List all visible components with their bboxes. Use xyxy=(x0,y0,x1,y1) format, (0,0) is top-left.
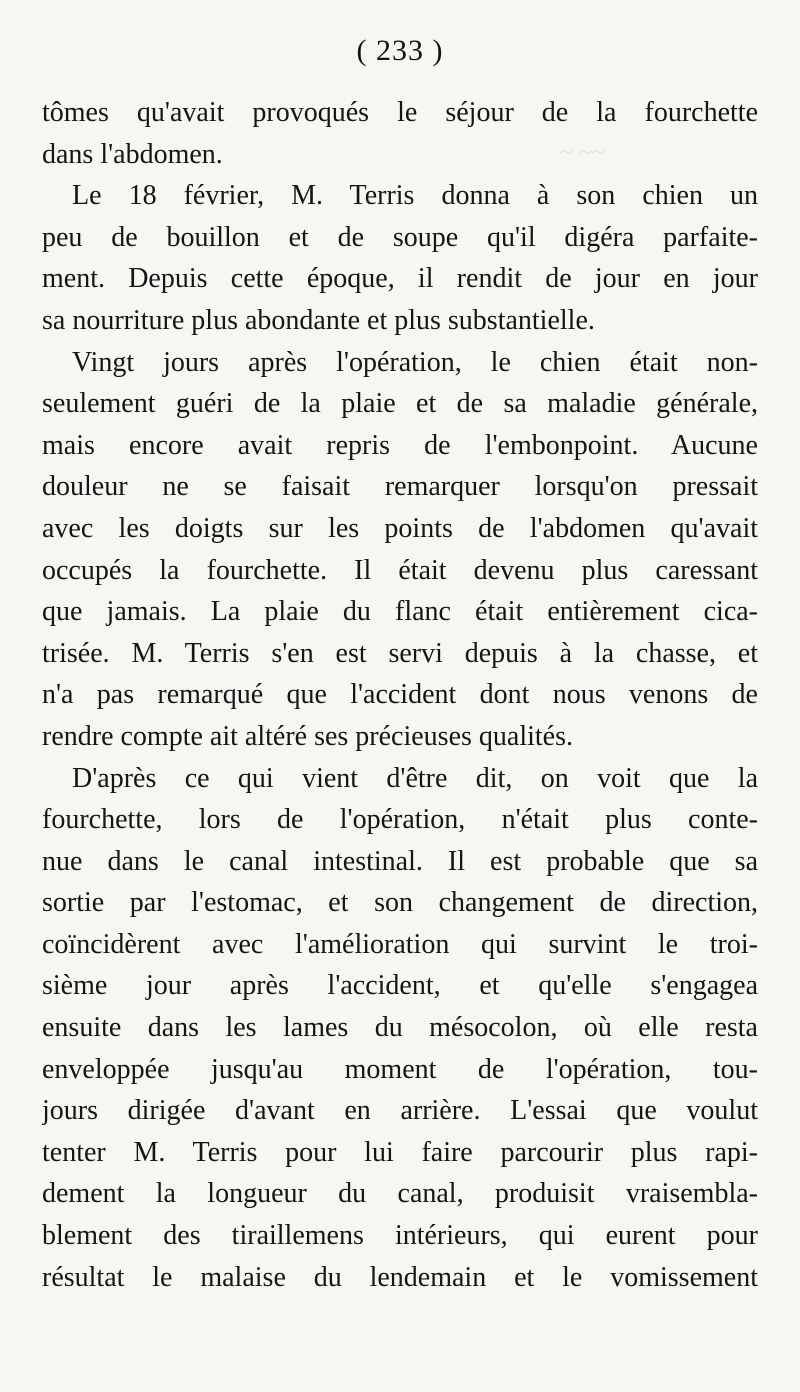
text-line: blement des tiraillemens intérieurs, qui eurent pour xyxy=(42,1220,758,1252)
text-line: résultat le malaise du lendemain et le vomissement xyxy=(42,1261,758,1293)
text-line: n'a pas remarqué que l'accident dont nous venons de xyxy=(42,679,758,711)
text-line: douleur ne se faisait remarquer lorsqu'on pressait xyxy=(42,471,758,503)
text-line: enveloppée jusqu'au moment de l'opération, tou- xyxy=(42,1053,758,1085)
text-line: sa nourriture plus abondante et plus substantielle. xyxy=(42,304,595,336)
text-line: D'après ce qui vient d'être dit, on voit que la xyxy=(72,762,758,794)
text-line: Vingt jours après l'opération, le chien était non- xyxy=(72,346,758,378)
text-line: peu de bouillon et de soupe qu'il digéra parfaite- xyxy=(42,221,758,253)
text-line: que jamais. La plaie du flanc était entièrement cica- xyxy=(42,596,758,628)
text-line: mais encore avait repris de l'embonpoint. Aucune xyxy=(42,429,758,461)
text-line: rendre compte ait altéré ses précieuses qualités. xyxy=(42,720,573,752)
text-line: jours dirigée d'avant en arrière. L'essai que voulut xyxy=(42,1095,758,1127)
text-line: coïncidèrent avec l'amélioration qui survint le troi- xyxy=(42,928,758,960)
text-line: tômes qu'avait provoqués le séjour de la fourchette xyxy=(42,97,758,128)
text-line: Le 18 février, M. Terris donna à son chien un xyxy=(72,180,758,212)
text-line: ensuite dans les lames du mésocolon, où elle resta xyxy=(42,1012,758,1044)
page-number: ( 233 ) xyxy=(356,34,444,67)
text-line: avec les doigts sur les points de l'abdomen qu'avait xyxy=(42,512,758,544)
text-line: dement la longueur du canal, produisit vraisembla- xyxy=(42,1178,758,1210)
text-line: seulement guéri de la plaie et de sa maladie générale, xyxy=(42,388,758,420)
text-line: trisée. M. Terris s'en est servi depuis à la chasse, et xyxy=(42,637,758,669)
text-line: sortie par l'estomac, et son changement de direction, xyxy=(42,887,758,919)
text-line: tenter M. Terris pour lui faire parcourir plus rapi- xyxy=(42,1136,758,1168)
text-line: nue dans le canal intestinal. Il est probable que sa xyxy=(42,845,758,877)
bleed-through-mark: ~ ~~ xyxy=(560,140,605,166)
text-line: occupés la fourchette. Il était devenu plus caressant xyxy=(42,554,758,586)
text-line: dans l'abdomen. xyxy=(42,138,223,170)
text-line: ment. Depuis cette époque, il rendit de jour en jour xyxy=(42,263,758,295)
text-line: fourchette, lors de l'opération, n'était plus conte- xyxy=(42,804,758,836)
body-text xyxy=(42,92,758,1298)
text-line: sième jour après l'accident, et qu'elle s'engagea xyxy=(42,970,758,1002)
